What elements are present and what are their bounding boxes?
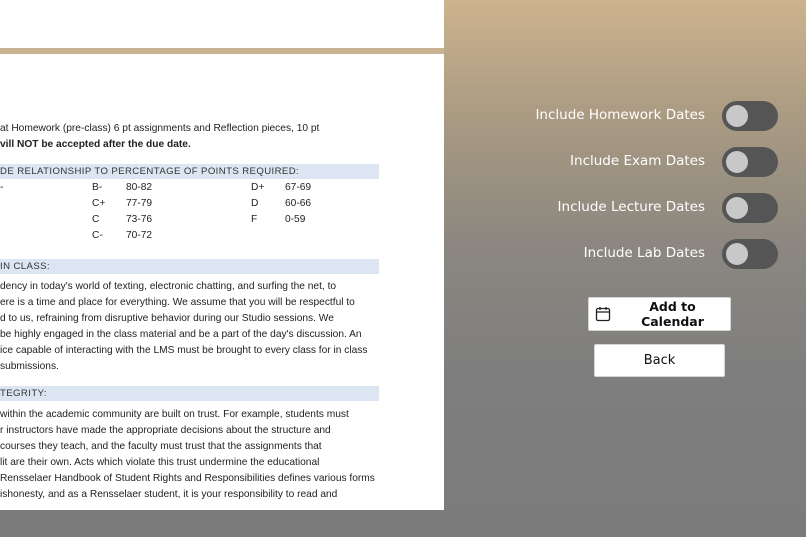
doc-line: courses they teach, and the faculty must trust that the assignments that	[0, 441, 322, 452]
doc-line: at Homework (pre-class) 6 pt assignments and Reflection pieces, 10 pt	[0, 123, 320, 134]
toggle-row-lecture	[500, 193, 800, 223]
section-header	[0, 386, 379, 401]
doc-line: d to us, refraining from disruptive behavior during our Studio sessions. We	[0, 313, 334, 324]
section-header-text: TEGRITY:	[0, 388, 47, 399]
toggle-label: Include Lab Dates	[583, 245, 705, 261]
grade-range: 60-66	[285, 198, 312, 209]
doc-line: dency in today's world of texting, electronic chatting, and surfing the net, to	[0, 281, 337, 292]
back-label: Back	[643, 353, 676, 368]
grade-range: 80-82	[126, 182, 153, 193]
add-to-calendar-button[interactable]	[588, 297, 731, 331]
bottom-bar	[0, 510, 806, 537]
back-button[interactable]	[594, 344, 725, 377]
toggle-row-lab	[500, 239, 800, 269]
doc-line: r instructors have made the appropriate decisions about the structure and	[0, 425, 331, 436]
section-header-text: DE RELATIONSHIP TO PERCENTAGE OF POINTS REQUIRED:	[0, 166, 300, 177]
previous-page-bottom	[0, 0, 444, 48]
grade-range: 0-59	[285, 214, 306, 225]
toggle-row-homework	[500, 101, 800, 131]
homework-dates-toggle[interactable]	[722, 101, 778, 131]
grade-label: B-	[92, 182, 103, 193]
toggle-knob	[726, 243, 748, 265]
grade-label: C	[92, 214, 100, 225]
toggle-knob	[726, 105, 748, 127]
toggle-knob	[726, 151, 748, 173]
grade-label: D	[251, 198, 259, 209]
toggle-knob	[726, 197, 748, 219]
doc-line: vill NOT be accepted after the due date.	[0, 139, 191, 150]
lab-dates-toggle[interactable]	[722, 239, 778, 269]
exam-dates-toggle[interactable]	[722, 147, 778, 177]
doc-line: lit are their own. Acts which violate this trust undermine the educational	[0, 457, 320, 468]
grade-range: 73-76	[126, 214, 153, 225]
section-header	[0, 164, 379, 179]
section-header	[0, 259, 379, 274]
doc-line: within the academic community are built on trust. For example, students must	[0, 409, 349, 420]
grade-label: C+	[92, 198, 106, 209]
doc-line: ere is a time and place for everything. We assume that you will be respectful to	[0, 297, 355, 308]
toggle-label: Include Exam Dates	[570, 153, 705, 169]
toggle-label: Include Lecture Dates	[557, 199, 705, 215]
lecture-dates-toggle[interactable]	[722, 193, 778, 223]
doc-line: submissions.	[0, 361, 59, 372]
doc-line: Rensselaer Handbook of Student Rights and Responsibilities defines various forms	[0, 473, 375, 484]
calendar-icon	[595, 306, 611, 322]
add-to-calendar-label: Add to Calendar	[641, 299, 704, 329]
grade-label: F	[251, 214, 258, 225]
grade-range: 77-79	[126, 198, 153, 209]
document-page	[0, 54, 444, 510]
doc-line: ishonesty, and as a Rensselaer student, it is your responsibility to read and	[0, 489, 338, 500]
grade-range: 67-69	[285, 182, 312, 193]
grade-label: C-	[92, 230, 103, 241]
grade-range: 70-72	[126, 230, 153, 241]
grade-label: -	[0, 182, 4, 193]
section-header-text: IN CLASS:	[0, 261, 50, 272]
toggle-row-exam	[500, 147, 800, 177]
toggle-label: Include Homework Dates	[535, 107, 705, 123]
grade-label: D+	[251, 182, 265, 193]
doc-line: ice capable of interacting with the LMS must be brought to every class for in class	[0, 345, 368, 356]
doc-line: be highly engaged in the class material and be a part of the day's discussion. An	[0, 329, 362, 340]
